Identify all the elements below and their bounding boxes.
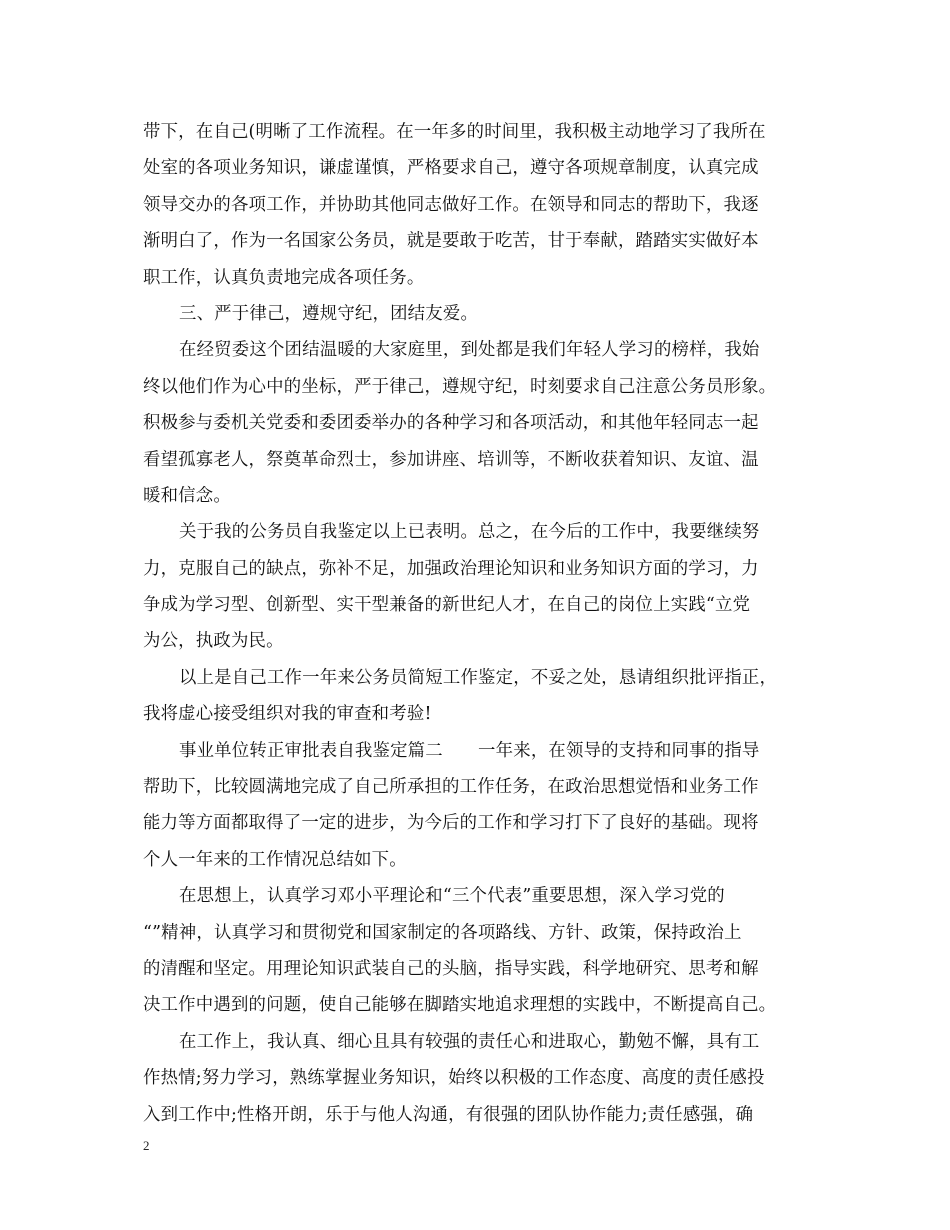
text-line: 在工作上，我认真、细心且具有较强的责任心和进取心，勤勉不懈，具有工 — [179, 1031, 760, 1052]
section-heading: 三、严于律己，遵规守纪，团结友爱。 — [179, 303, 479, 324]
text-line: 以上是自己工作一年来公务员简短工作鉴定，不妥之处，恳请组织批评指正， — [179, 667, 778, 688]
text-line: 作热情;努力学习，熟练掌握业务知识，始终以积极的工作态度、高度的责任感投 — [143, 1068, 765, 1089]
text-line: “”精神，认真学习和贯彻党和国家制定的各项路线、方针、政策，保持政治上 — [143, 922, 742, 943]
text-line: 职工作，认真负责地完成各项任务。 — [143, 267, 425, 288]
text-line: 领导交办的各项工作，并协助其他同志做好工作。在领导和同志的帮助下，我逐 — [143, 194, 759, 215]
text-line: 关于我的公务员自我鉴定以上已表明。总之，在今后的工作中，我要继续努 — [179, 522, 760, 543]
text-line: 暖和信念。 — [143, 485, 231, 506]
text-line: 入到工作中;性格开朗，乐于与他人沟通，有很强的团队协作能力;责任感强，确 — [143, 1104, 754, 1125]
document-body — [143, 114, 810, 1133]
text-line: 决工作中遇到的问题，使自己能够在脚踏实地追求理想的实践中，不断提高自己。 — [143, 995, 777, 1016]
text-line: 终以他们作为心中的坐标，严于律己，遵规守纪，时刻要求自己注意公务员形象。 — [143, 376, 777, 397]
text-line: 带下，在自己(明晰了工作流程。在一年多的时间里，我积极主动地学习了我所在 — [143, 122, 766, 142]
section-heading: 事业单位转正审批表自我鉴定篇二 一年来，在领导的支持和同事的指导 — [179, 740, 760, 761]
text-line: 在思想上，认真学习邓小平理论和“三个代表”重要思想，深入学习党的 — [179, 886, 725, 907]
text-line: 的清醒和坚定。用理论知识武装自己的头脑，指导实践，科学地研究、思考和解 — [143, 958, 759, 979]
text-line: 争成为学习型、创新型、实干型兼备的新世纪人才，在自己的岗位上实践“立党 — [143, 595, 751, 616]
text-line: 为公，执政为民。 — [143, 631, 284, 652]
text-line: 个人一年来的工作情况总结如下。 — [143, 849, 407, 870]
text-line: 我将虚心接受组织对我的审查和考验! — [143, 704, 432, 725]
text-line: 在经贸委这个团结温暖的大家庭里，到处都是我们年轻人学习的榜样，我始 — [179, 340, 760, 361]
text-line: 看望孤寡老人，祭奠革命烈士，参加讲座、培训等，不断收获着知识、友谊、温 — [143, 449, 759, 470]
text-line: 处室的各项业务知识，谦虚谨慎，严格要求自己，遵守各项规章制度，认真完成 — [143, 158, 759, 179]
text-line: 积极参与委机关党委和委团委举办的各种学习和各项活动，和其他年轻同志一起 — [143, 413, 759, 434]
page-number: 2 — [143, 1138, 150, 1153]
text-line: 帮助下，比较圆满地完成了自己所承担的工作任务，在政治思想觉悟和业务工作 — [143, 777, 759, 798]
text-line: 渐明白了，作为一名国家公务员，就是要敢于吃苦，甘于奉献，踏踏实实做好本 — [143, 231, 759, 252]
text-line: 能力等方面都取得了一定的进步，为今后的工作和学习打下了良好的基础。现将 — [143, 813, 759, 834]
text-line: 力，克服自己的缺点，弥补不足，加强政治理论知识和业务知识方面的学习，力 — [143, 558, 759, 579]
